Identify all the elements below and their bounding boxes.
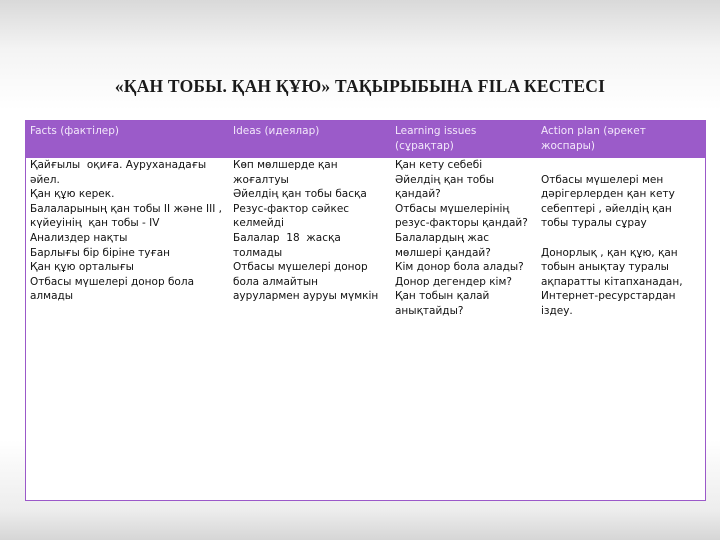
header-facts: Facts (фактілер) xyxy=(26,121,230,159)
issue-item: Әйелдің қан тобы қандай? xyxy=(395,173,498,201)
fact-item: Отбасы мүшелері донор бола алмады xyxy=(30,275,198,303)
idea-item: Балалар 18 жасқа толмады xyxy=(233,231,345,259)
idea-item: Резус-фактор сәйкес келмейді xyxy=(233,202,353,230)
fact-item: Қан құю орталығы xyxy=(30,261,134,274)
issue-item: Кім донор бола алады? xyxy=(395,261,524,274)
fila-table xyxy=(25,120,706,501)
issue-item: Қан кету себебі xyxy=(395,159,483,171)
slide-title: «ҚАН ТОБЫ. ҚАН ҚҰЮ» ТАҚЫРЫБЫНА FILA КЕСТЕСІ xyxy=(114,76,606,96)
idea-item: Отбасы мүшелері донор бола алмайтын аурулармен ауруы мүмкін xyxy=(233,261,379,303)
fact-item: Балаларының қан тобы ІІ және ІІІ , күйеуінің қан тобы - ІV xyxy=(30,202,226,230)
idea-item: Көп мөлшерде қан жоғалтуы xyxy=(233,159,341,186)
fact-item: Анализдер нақты xyxy=(30,231,128,244)
issue-item: Донор дегендер кім? xyxy=(395,275,512,288)
table-header-row xyxy=(26,121,706,159)
ideas-cell xyxy=(229,158,391,501)
issue-item: Балалардың жас мөлшері қандай? xyxy=(395,231,493,259)
header-learning-issues: Learning issues (сұрақтар) xyxy=(391,121,537,159)
header-ideas: Ideas (идеялар) xyxy=(229,121,391,159)
issue-item: Қан тобын қалай анықтайды? xyxy=(395,290,493,317)
idea-item: Әйелдің қан тобы басқа xyxy=(233,188,367,201)
table-row xyxy=(26,158,706,501)
action-item: Отбасы мүшелері мен дәрігерлерден қан кету себептері , әйелдің қан тобы туралы сұрау xyxy=(541,173,679,230)
issue-item: Отбасы мүшелерінің резус-факторы қандай? xyxy=(395,202,528,230)
action-item: Донорлық , қан құю, қан тобын анықтау туралы ақпаратты кітапханадан, Интернет-ресурстардан іздеу. xyxy=(541,246,686,317)
fact-item: Қайғылы оқиға. Ауруханадағы әйел. xyxy=(30,159,210,186)
actions-cell xyxy=(537,158,706,501)
fact-item: Барлығы бір біріне туған xyxy=(30,246,170,259)
facts-cell xyxy=(26,158,230,501)
header-action-plan: Action plan (әрекет жоспары) xyxy=(537,121,706,159)
fact-item: Қан құю керек. xyxy=(30,188,115,201)
issues-cell xyxy=(391,158,537,501)
